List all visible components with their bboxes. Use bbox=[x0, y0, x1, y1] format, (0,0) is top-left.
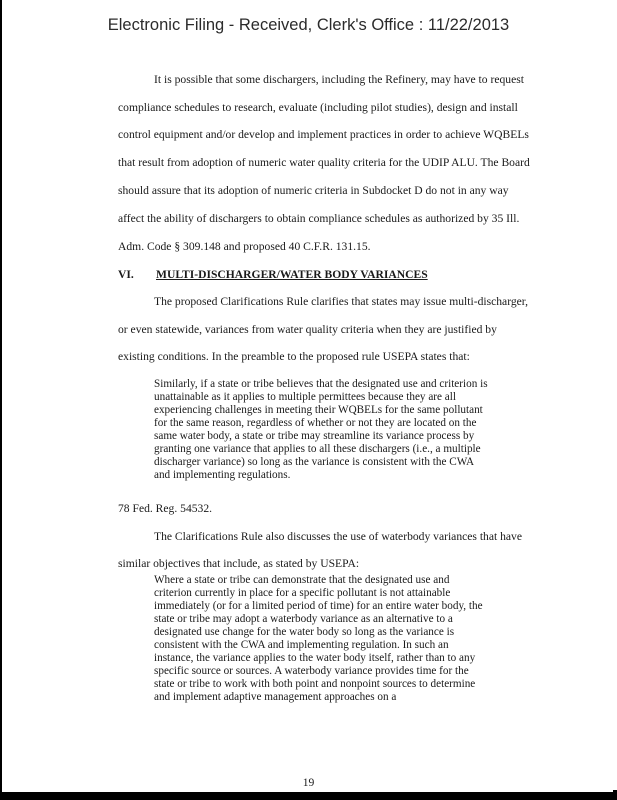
quote-line: same water body, a state or tribe may streamline its variance process by bbox=[154, 430, 475, 442]
quote-line: immediately (or for a limited period of time) for an entire water body, the bbox=[154, 600, 483, 612]
quote-line: Similarly, if a state or tribe believes that the designated use and criterion is bbox=[154, 378, 488, 390]
page-number: 19 bbox=[302, 776, 315, 789]
paragraph-line: It is possible that some dischargers, including the Refinery, may have to request bbox=[154, 73, 524, 86]
paragraph-line: control equipment and/or develop and implement practices in order to achieve WQBELs bbox=[118, 128, 529, 141]
quote-line: specific source or sources. A waterbody variance provides time for the bbox=[154, 665, 469, 677]
paragraph-line: Adm. Code § 309.148 and proposed 40 C.F.R. 131.15. bbox=[118, 240, 371, 253]
paragraph-line: or even statewide, variances from water quality criteria when they are justified by bbox=[118, 323, 497, 336]
quote-line: discharger variance) so long as the variance is consistent with the CWA bbox=[154, 456, 475, 468]
quote-line: consistent with the CWA and implementing regulation. In such an bbox=[154, 639, 449, 651]
quote-line: state or tribe may adopt a waterbody variance as an alternative to a bbox=[154, 613, 453, 625]
paragraph-line: The Clarifications Rule also discusses the use of waterbody variances that have bbox=[154, 530, 522, 543]
paragraph-line: that result from adoption of numeric water quality criteria for the UDIP ALU. The Board bbox=[118, 156, 530, 169]
section-title: MULTI-DISCHARGER/WATER BODY VARIANCES bbox=[156, 268, 428, 281]
paragraph-line: compliance schedules to research, evaluate (including pilot studies), design and install bbox=[118, 101, 518, 114]
filing-stamp-header: Electronic Filing - Received, Clerk's Office : 11/22/2013 bbox=[107, 16, 510, 34]
quote-line: instance, the variance applies to the water body itself, rather than to any bbox=[154, 652, 476, 664]
scan-edge-left bbox=[0, 0, 2, 800]
paragraph-line: similar objectives that include, as stated by USEPA: bbox=[118, 557, 360, 570]
paragraph-line: should assure that its adoption of numeric criteria in Subdocket D do not in any way bbox=[118, 184, 509, 197]
quote-line: designated use change for the water body so long as the variance is bbox=[154, 626, 455, 638]
paragraph-line: affect the ability of dischargers to obtain compliance schedules as authorized by 35 Ill. bbox=[118, 212, 520, 225]
quote-line: granting one variance that applies to all these dischargers (i.e., a multiple bbox=[154, 443, 481, 455]
citation: 78 Fed. Reg. 54532. bbox=[118, 502, 213, 515]
quote-line: Where a state or tribe can demonstrate that the designated use and bbox=[154, 574, 450, 586]
scan-edge-bottom bbox=[0, 792, 617, 800]
paragraph-line: The proposed Clarifications Rule clarifies that states may issue multi-discharger, bbox=[154, 295, 529, 308]
quote-line: unattainable as it applies to multiple permittees because they are all bbox=[154, 391, 456, 403]
section-heading bbox=[118, 268, 428, 282]
quote-line: and implement adaptive management approaches on a bbox=[154, 691, 397, 703]
paragraph-line: existing conditions. In the preamble to the proposed rule USEPA states that: bbox=[118, 350, 470, 363]
quote-line: experiencing challenges in meeting their WQBELs for the same pollutant bbox=[154, 404, 483, 416]
quote-line: criterion currently in place for a specific pollutant is not attainable bbox=[154, 587, 451, 599]
section-number: VI. bbox=[118, 268, 134, 281]
quote-line: and implementing regulations. bbox=[154, 469, 291, 481]
quote-line: for the same reason, regardless of whether or not they are located on the bbox=[154, 417, 477, 429]
scan-edge-corner bbox=[613, 790, 617, 800]
quote-line: state or tribe to work with both point and nonpoint sources to determine bbox=[154, 678, 476, 690]
